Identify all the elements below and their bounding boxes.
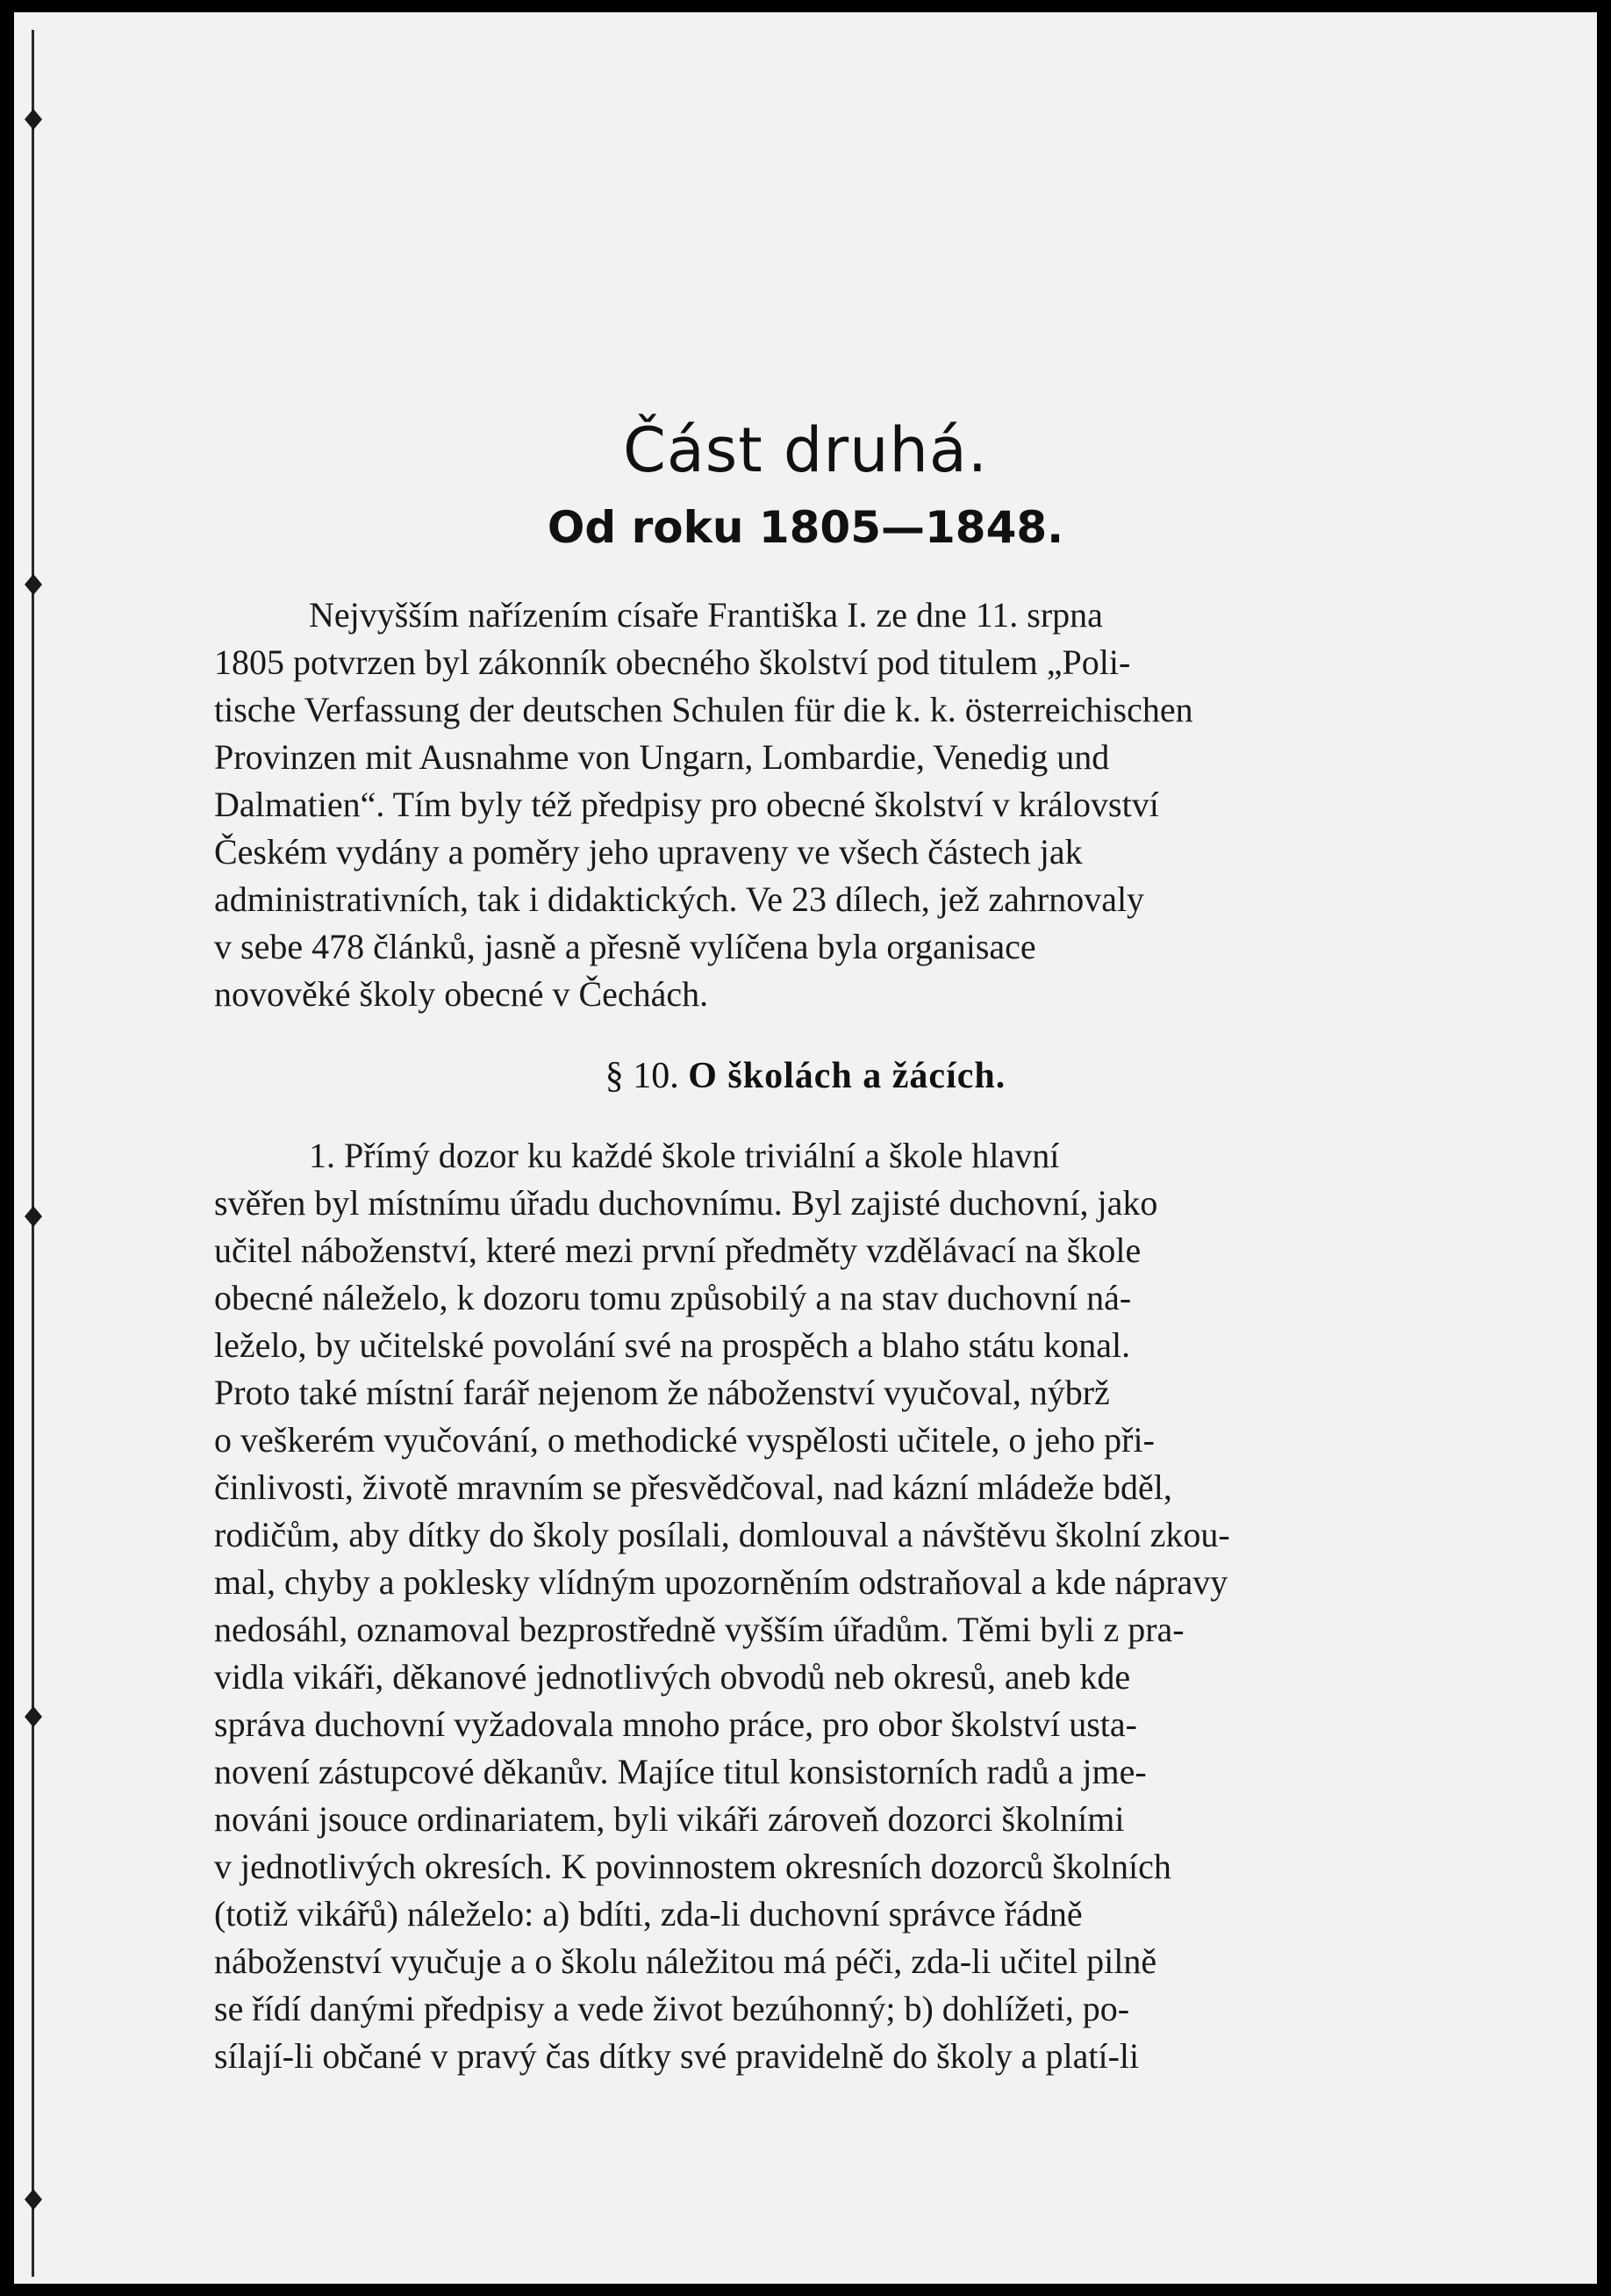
text-line: obecné náleželo, k dozoru tomu způsobilý a na stav duchovní ná- [214, 1278, 1132, 1317]
text-line: v jednotlivých okresích. K povinnostem okresních dozorců školních [214, 1847, 1171, 1886]
binding-mark [25, 109, 42, 130]
body-paragraph [214, 1132, 1337, 2080]
period-subtitle: Od roku 1805—1848. [547, 502, 1064, 553]
section-number: § 10. [605, 1056, 679, 1096]
text-line: učitel náboženství, které mezi první předměty vzdělávací na škole [214, 1231, 1142, 1270]
text-line: činlivosti, životě mravním se přesvědčoval, nad kázní mládeže bděl, [214, 1467, 1172, 1507]
section-title: O školách a žácích. [688, 1056, 1006, 1096]
text-line: administrativních, tak i didaktických. Ve 23 dílech, jež zahrnovaly [214, 879, 1145, 919]
text-line: novení zástupcové děkanův. Majíce titul konsistorních radů a jme- [214, 1752, 1147, 1791]
intro-paragraph [214, 592, 1337, 1018]
binding-mark [25, 2189, 42, 2210]
text-line: se řídí danými předpisy a vede život bezúhonný; b) dohlížeti, po- [214, 1989, 1130, 2028]
text-line: svěřen byl místnímu úřadu duchovnímu. Byl zajisté duchovní, jako [214, 1183, 1158, 1223]
text-line: náboženství vyučuje a o školu náležitou má péči, zda-li učitel pilně [214, 1941, 1157, 1981]
text-line: nováni jsouce ordinariatem, byli vikáři zároveň dozorci školními [214, 1799, 1125, 1839]
binding-mark [25, 1206, 42, 1227]
text-line: Nejvyšším nařízením císaře Františka I. ze dne 11. srpna [309, 595, 1103, 635]
text-line: 1. Přímý dozor ku každé škole triviální a škole hlavní [309, 1136, 1060, 1175]
text-line: Proto také místní farář nejenom že náboženství vyučoval, nýbrž [214, 1373, 1110, 1412]
text-line: novověké školy obecné v Čechách. [214, 974, 709, 1014]
text-line: mal, chyby a poklesky vlídným upozorněním odstraňoval a kde nápravy [214, 1562, 1228, 1602]
binding-line [32, 30, 34, 2277]
text-line: vidla vikáři, děkanové jednotlivých obvodů neb okresů, aneb kde [214, 1657, 1131, 1697]
text-line: o veškerém vyučování, o methodické vyspělosti učitele, o jeho při- [214, 1420, 1155, 1460]
part-title: Část druhá. [622, 414, 989, 486]
text-line: Dalmatien“. Tím byly též předpisy pro obecné školství v království [214, 785, 1159, 824]
text-line: Provinzen mit Ausnahme von Ungarn, Lombardie, Venedig und [214, 737, 1110, 777]
text-line: v sebe 478 článků, jasně a přesně vylíčena byla organisace [214, 927, 1036, 966]
text-line: rodičům, aby dítky do školy posílali, domlouval a návštěvu školní zkou- [214, 1515, 1230, 1554]
binding-mark [25, 574, 42, 595]
text-line: nedosáhl, oznamoval bezprostředně vyšším úřadům. Těmi byli z pra- [214, 1610, 1185, 1649]
book-page [14, 12, 1597, 2284]
section-heading [14, 1055, 1597, 1097]
text-line: Českém vydány a poměry jeho upraveny ve všech částech jak [214, 832, 1083, 872]
text-line: sílají-li občané v pravý čas dítky své pravidelně do školy a platí-li [214, 2036, 1140, 2076]
text-line: 1805 potvrzen byl zákonník obecného školství pod titulem „Poli- [214, 642, 1131, 682]
text-line: leželo, by učitelské povolání své na prospěch a blaho státu konal. [214, 1325, 1131, 1365]
binding-mark [25, 1706, 42, 1727]
text-line: správa duchovní vyžadovala mnoho práce, pro obor školství usta- [214, 1704, 1137, 1744]
page-binding-edge [14, 12, 67, 2284]
text-line: (totiž vikářů) náleželo: a) bdíti, zda-li duchovní správce řádně [214, 1894, 1083, 1934]
text-line: tische Verfassung der deutschen Schulen für die k. k. österreichischen [214, 690, 1193, 729]
